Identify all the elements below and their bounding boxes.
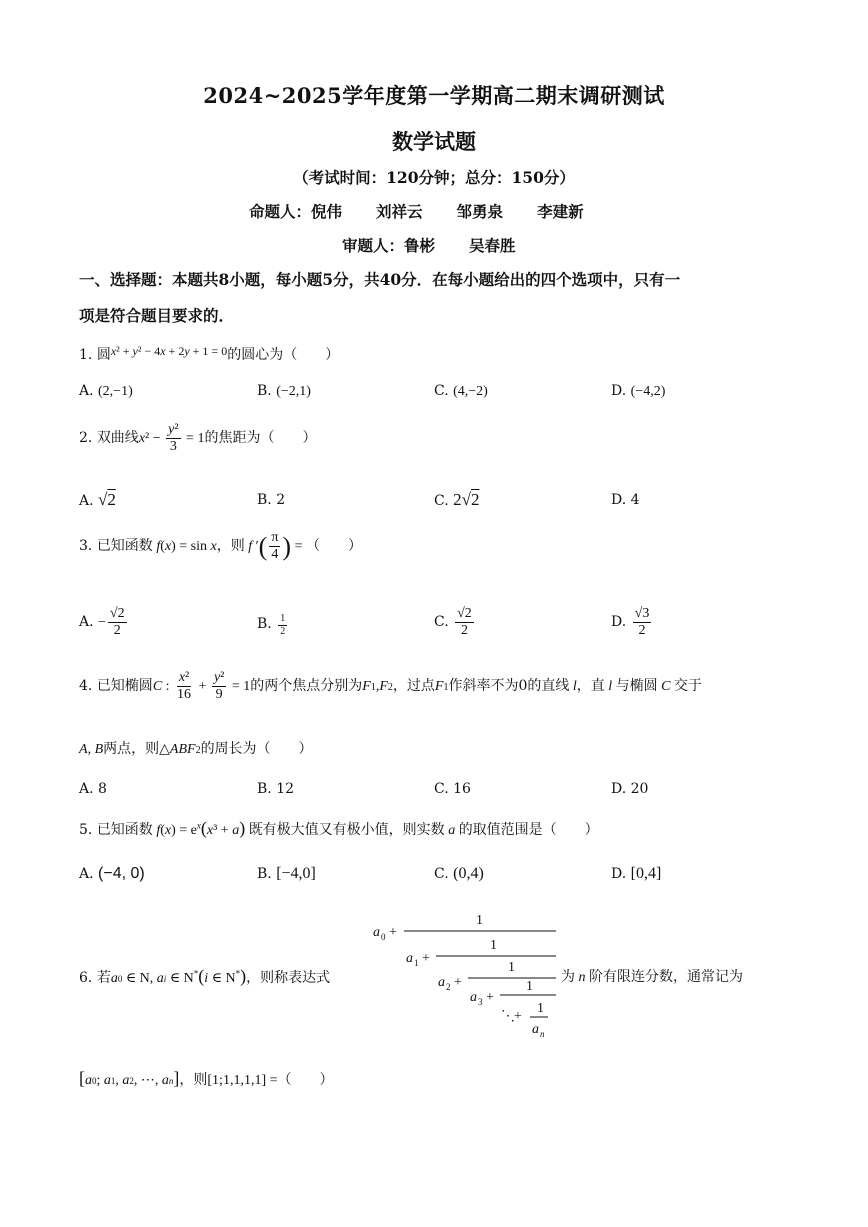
q2-option-b-label: B. 2 xyxy=(257,492,286,508)
svg-text:2: 2 xyxy=(446,982,451,992)
q1-option-a[interactable] xyxy=(79,383,133,400)
author-4: 李建新 xyxy=(537,202,584,221)
cf-notation: [a0; a1, a2, ⋯, an] xyxy=(79,1068,180,1088)
q1-option-d-value: (−4,2) xyxy=(630,384,666,399)
question-4-line2-end: 的周长为（ ） xyxy=(200,741,313,757)
author-1: 倪伟 xyxy=(311,202,343,221)
svg-text:1: 1 xyxy=(476,913,483,928)
question-5-text-mid: 既有极大值又有极小值，则实数 xyxy=(248,822,445,838)
svg-text:a: a xyxy=(406,951,413,966)
svg-text:a: a xyxy=(532,1022,539,1037)
question-6-line2 xyxy=(79,1068,334,1089)
reviewers-line xyxy=(342,234,516,256)
question-2 xyxy=(79,422,316,455)
q1-option-b[interactable] xyxy=(257,383,311,400)
q1-option-b-value: (−2,1) xyxy=(276,384,311,399)
svg-text:+: + xyxy=(514,1009,522,1024)
q3-option-c[interactable] xyxy=(434,606,476,639)
reviewer-2: 吴春胜 xyxy=(469,236,516,255)
q1-option-b-label: B. xyxy=(257,383,272,399)
q1-option-a-value: (2,−1) xyxy=(98,384,133,399)
question-4-text-mid: 的两个焦点分别为 xyxy=(250,677,363,694)
question-2-number: 2. xyxy=(79,429,93,446)
question-6-text-post: 为 xyxy=(561,969,575,985)
svg-text:+: + xyxy=(422,951,430,966)
svg-text:a: a xyxy=(470,990,477,1005)
question-5-number: 5. xyxy=(79,822,93,838)
question-1 xyxy=(79,344,339,364)
q5-option-a-label: A. xyxy=(79,866,94,882)
q1-option-a-label: A. xyxy=(79,383,94,399)
question-4-text: 已知椭圆 xyxy=(96,677,153,694)
q2-option-c[interactable] xyxy=(434,490,479,510)
sqrt2: √2 xyxy=(98,490,116,509)
question-1-text-end: 的圆心为（ ） xyxy=(227,347,340,363)
page-subtitle: 数学试题 xyxy=(392,129,476,154)
question-4-line2: A, B两点，则△ABF2的周长为（ ） xyxy=(79,741,313,757)
q3-option-a-label: A. xyxy=(79,613,94,630)
question-4-text-mid5: 与椭圆 xyxy=(615,677,658,694)
q5-option-d[interactable] xyxy=(611,865,661,883)
svg-text:3: 3 xyxy=(478,997,483,1007)
q5-option-c[interactable] xyxy=(434,865,484,883)
q4-option-d[interactable]: D. 20 xyxy=(611,781,649,797)
two-sqrt2: 2√2 xyxy=(453,490,480,509)
svg-text:1: 1 xyxy=(526,979,533,994)
question-4-text-mid3: 作斜率不为0的直线 xyxy=(448,677,570,694)
question-4-text-end: 交于 xyxy=(674,677,703,694)
svg-text:n: n xyxy=(540,1029,545,1039)
question-6-tail: 为 n 阶有限连分数，通常记为 xyxy=(561,969,743,985)
question-4-number: 4. xyxy=(79,677,93,694)
one-half: $\frac{1}{2}$ xyxy=(280,613,286,637)
question-5-text: 已知函数 xyxy=(96,822,153,838)
q2-option-a-label: A. xyxy=(79,493,94,509)
q3-option-b-label: B. xyxy=(257,615,272,632)
membership-expr: a0 ∈ N, ai ∈ N*(i ∈ N*) xyxy=(110,966,247,986)
q5-option-a[interactable] xyxy=(79,865,145,883)
page-title: 2024~2025学年度第一学期高二期末调研测试 xyxy=(203,83,665,108)
svg-text:+: + xyxy=(389,925,397,940)
q2-option-d-label: D. 4 xyxy=(611,492,640,508)
function-5: $f(x) = e^x(x^3 + a)$ xyxy=(156,818,246,838)
q5-option-a-value: (−4, 0) xyxy=(98,865,145,882)
section-heading-line2: 项是符合题目要求的． xyxy=(79,306,235,325)
question-5-text-end: 的取值范围是（ ） xyxy=(458,822,599,838)
sqrt3-over-2: $\frac{√3}{2}$ xyxy=(634,606,650,639)
question-4: 4. 已知椭圆C : $\frac{\text{x²}}{16}$ + $\frac{\text{y²}}{9}$ = 1的两个焦点分别为F1,F2，过点F1作斜率不为0的直线 l，直 l 与椭圆 C 交于 xyxy=(79,670,703,703)
q3-option-c-label: C. xyxy=(434,613,449,630)
question-6-line2-end: （ ） xyxy=(277,1072,334,1088)
section-heading-line1: 一、选择题：本题共8小题，每小题5分，共40分．在每小题给出的四个选项中，只有一 xyxy=(79,270,681,289)
ellipse-equation: C : $\frac{\text{x²}}{16}$ + $\frac{\text{y²}}{9}$ = 1 xyxy=(152,670,251,703)
q5-option-b-label: B. xyxy=(257,866,272,882)
question-6 xyxy=(79,966,330,987)
q2-option-a[interactable] xyxy=(79,490,116,510)
sqrt2-over-2: $\frac{√2}{2}$ xyxy=(457,606,472,639)
question-3-text-mid: ，则 xyxy=(216,537,245,554)
triangle-expr: △ABF2 xyxy=(159,742,201,757)
svg-text:0: 0 xyxy=(381,932,386,942)
hyperbola-equation: x² − $\frac{\text{y²}}{3}$ = 1 xyxy=(138,422,205,455)
question-5: 5. 已知函数 $f(x) = e^x(x^3 + a)$ 既有极大值又有极小值，则实数 a 的取值范围是（ ） xyxy=(79,818,599,838)
reviewer-1: 鲁彬 xyxy=(404,236,436,255)
question-3 xyxy=(79,530,362,563)
q4-option-b[interactable]: B. 12 xyxy=(257,781,295,797)
q1-option-c[interactable] xyxy=(434,383,488,400)
question-2-text-end: 的焦距为（ ） xyxy=(204,429,317,446)
q5-option-d-value: [0,4] xyxy=(630,865,662,882)
q2-option-d[interactable] xyxy=(611,492,640,508)
svg-text:a: a xyxy=(438,975,445,990)
svg-text:a: a xyxy=(373,925,380,940)
question-6-number: 6. xyxy=(79,970,93,986)
exam-info: （考试时间：120分钟；总分：150分） xyxy=(293,168,575,187)
svg-text:⋱: ⋱ xyxy=(501,1009,515,1024)
q3-option-d-label: D. xyxy=(611,613,627,630)
question-2-text: 双曲线 xyxy=(96,429,139,446)
question-6-call: [1;1,1,1,1] = xyxy=(207,1073,278,1088)
q5-option-d-label: D. xyxy=(611,866,627,882)
question-4-text-mid2: ，过点 xyxy=(392,677,435,694)
q5-option-c-label: C. xyxy=(434,866,449,882)
q5-option-b-value: [−4,0] xyxy=(276,865,316,882)
question-6-text-post2: 阶有限连分数，通常记为 xyxy=(589,969,743,985)
question-4-text-mid4: ，直 xyxy=(576,677,605,694)
question-3-number: 3. xyxy=(79,537,93,554)
authors-label: 命题人： xyxy=(249,202,312,221)
question-4-line2-text: 两点，则 xyxy=(103,741,160,757)
foci: F xyxy=(362,678,371,694)
neg-sqrt2-over-2: − $\frac{√2}{2}$ xyxy=(98,606,125,639)
function-def: f(x) = sin x xyxy=(156,538,217,554)
q1-option-c-value: (4,−2) xyxy=(453,384,488,399)
svg-text:1: 1 xyxy=(490,938,497,953)
q2-option-b[interactable] xyxy=(257,492,285,508)
svg-text:1: 1 xyxy=(414,958,419,968)
reviewers-label: 审题人： xyxy=(342,236,405,255)
q5-option-c-value: (0,4) xyxy=(453,865,484,882)
q1-option-d-label: D. xyxy=(611,383,627,399)
q1-option-d[interactable] xyxy=(611,383,665,400)
svg-text:+: + xyxy=(486,990,494,1005)
question-1-number: 1. xyxy=(79,347,93,363)
q3-option-a[interactable] xyxy=(79,606,129,639)
q5-option-b[interactable] xyxy=(257,865,316,883)
continued-fraction xyxy=(368,906,564,1044)
question-6-text: 若 xyxy=(96,970,111,986)
author-2: 刘祥云 xyxy=(376,202,423,221)
svg-text:1: 1 xyxy=(537,1001,544,1016)
authors-line xyxy=(249,200,584,222)
q3-option-b[interactable] xyxy=(257,613,289,637)
author-3: 邹勇泉 xyxy=(456,202,504,221)
q2-option-c-label: C. xyxy=(434,493,449,509)
circle-equation: x² + y² − 4x + 2y + 1 = 0 xyxy=(110,344,228,358)
svg-text:+: + xyxy=(454,975,462,990)
question-6-line2-mid: ，则 xyxy=(179,1072,208,1088)
q3-option-d[interactable] xyxy=(611,606,653,639)
svg-text:1: 1 xyxy=(508,960,515,975)
q4-option-a[interactable]: A. 8 xyxy=(79,781,107,797)
derivative-expr: f ′( $\frac{\pi}{4}$ ) = xyxy=(248,530,306,563)
q4-option-c[interactable]: C. 16 xyxy=(434,781,471,797)
question-1-text: 圆 xyxy=(96,347,111,363)
question-3-text-end: （ ） xyxy=(306,537,362,554)
q1-option-c-label: C. xyxy=(434,383,449,399)
question-3-text: 已知函数 xyxy=(96,537,153,554)
question-6-text-mid: ，则称表达式 xyxy=(246,970,331,986)
